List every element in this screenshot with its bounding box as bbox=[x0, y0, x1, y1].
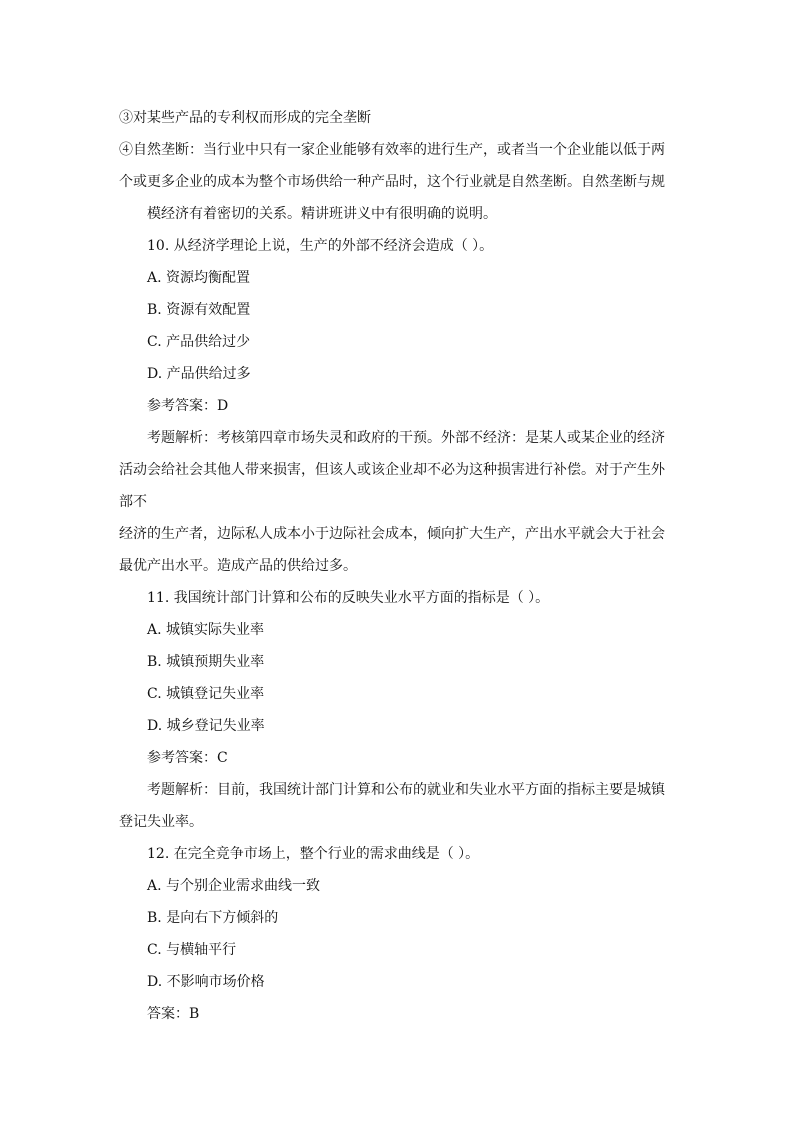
answer-12: 答案：B bbox=[147, 1006, 200, 1022]
text-line: 部不 bbox=[119, 494, 147, 510]
text-line: 最优产出水平。造成产品的供给过多。 bbox=[119, 558, 357, 574]
question-12: 12. 在完全竞争市场上，整个行业的需求曲线是（ ）。 bbox=[147, 846, 480, 862]
option-d: D. 产品供给过多 bbox=[147, 366, 251, 382]
option-c: C. 与横轴平行 bbox=[147, 942, 237, 958]
option-b: B. 资源有效配置 bbox=[147, 302, 251, 318]
text-line: 个或更多企业的成本为整个市场供给一种产品时，这个行业就是自然垄断。自然垄断与规 bbox=[119, 174, 665, 190]
text-line: 登记失业率。 bbox=[119, 814, 203, 830]
option-c: C. 城镇登记失业率 bbox=[147, 686, 265, 702]
answer-11: 参考答案：C bbox=[147, 750, 228, 766]
option-c: C. 产品供给过少 bbox=[147, 334, 251, 350]
option-a: A. 与个别企业需求曲线一致 bbox=[147, 878, 321, 894]
text-line: ④自然垄断：当行业中只有一家企业能够有效率的进行生产，或者当一个企业能以低于两 bbox=[119, 142, 665, 158]
text-line: ③对某些产品的专利权而形成的完全垄断 bbox=[119, 110, 371, 126]
explanation-11: 考题解析：目前，我国统计部门计算和公布的就业和失业水平方面的指标主要是城镇 bbox=[147, 782, 665, 798]
option-b: B. 是向右下方倾斜的 bbox=[147, 910, 279, 926]
option-a: A. 资源均衡配置 bbox=[147, 270, 251, 286]
option-b: B. 城镇预期失业率 bbox=[147, 654, 265, 670]
answer-10: 参考答案：D bbox=[147, 398, 229, 414]
text-line: 模经济有着密切的关系。精讲班讲义中有很明确的说明。 bbox=[147, 206, 497, 222]
option-d: D. 城乡登记失业率 bbox=[147, 718, 265, 734]
text-line: 经济的生产者，边际私人成本小于边际社会成本，倾向扩大生产，产出水平就会大于社会 bbox=[119, 526, 665, 542]
text-line: 活动会给社会其他人带来损害，但该人或该企业却不必为这种损害进行补偿。对于产生外 bbox=[119, 462, 665, 478]
explanation-10: 考题解析：考核第四章市场失灵和政府的干预。外部不经济：是某人或某企业的经济 bbox=[147, 430, 665, 446]
option-a: A. 城镇实际失业率 bbox=[147, 622, 265, 638]
option-d: D. 不影响市场价格 bbox=[147, 974, 265, 990]
question-11: 11. 我国统计部门计算和公布的反映失业水平方面的指标是（ ）。 bbox=[147, 590, 550, 606]
question-10: 10. 从经济学理论上说，生产的外部不经济会造成（ ）。 bbox=[147, 238, 494, 254]
